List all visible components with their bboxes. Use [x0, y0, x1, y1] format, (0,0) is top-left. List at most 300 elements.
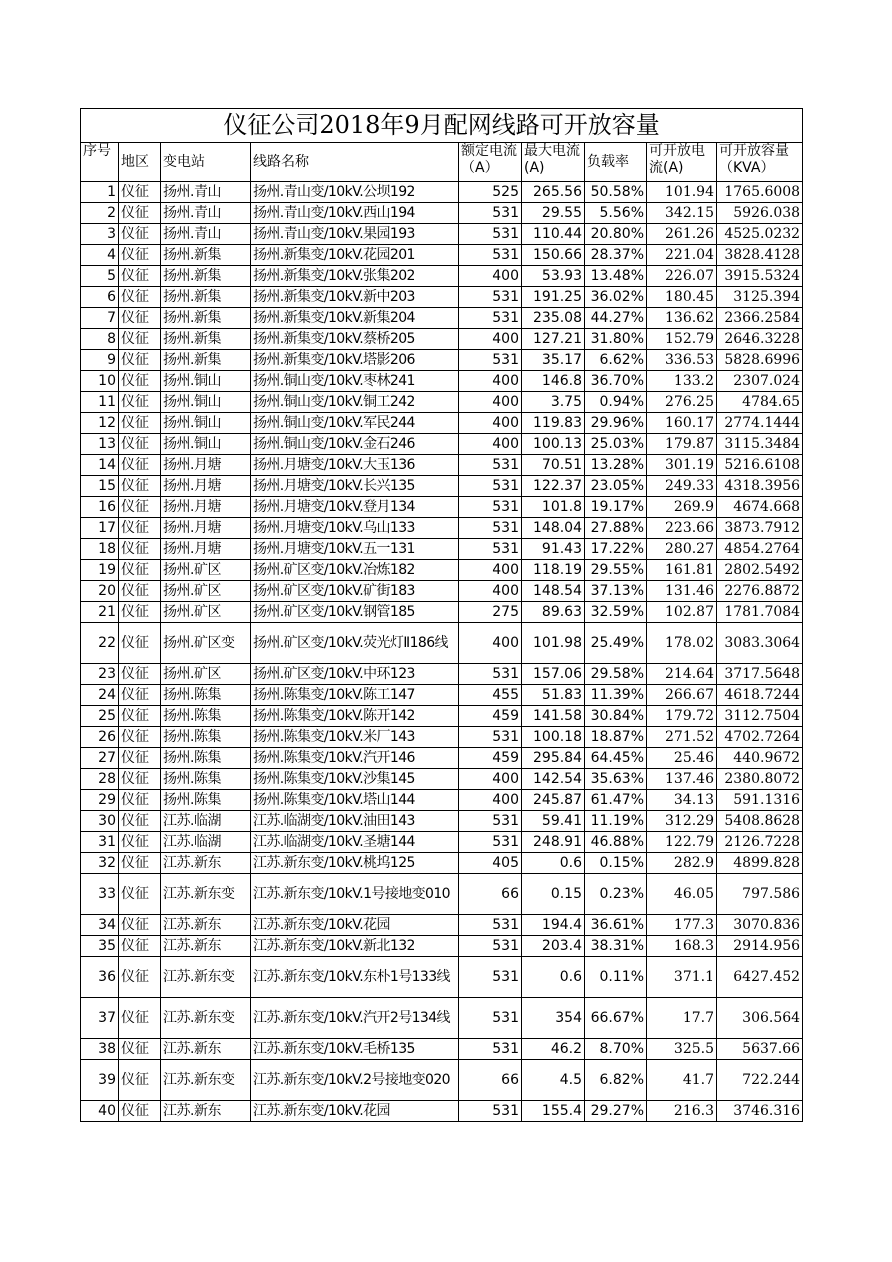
cell-open-capacity: 3112.7504 — [717, 706, 803, 727]
cell-rated-current: 455 — [459, 685, 522, 706]
cell-rated-current: 400 — [459, 266, 522, 287]
cell-open-capacity: 4674.668 — [717, 497, 803, 518]
cell-open-capacity: 2366.2584 — [717, 308, 803, 329]
table-row — [81, 853, 803, 874]
table-row — [81, 915, 803, 936]
cell-region: 仪征 — [119, 602, 161, 623]
cell-index: 33 — [81, 874, 119, 915]
cell-line-name: 江苏.新东变/10kV.新北132 — [251, 936, 459, 957]
cell-max-current: 245.87 — [522, 790, 585, 811]
table-row — [81, 434, 803, 455]
cell-line-name: 扬州.青山变/10kV.西山194 — [251, 203, 459, 224]
cell-load-rate: 19.17% — [585, 497, 647, 518]
table-row — [81, 1039, 803, 1060]
cell-load-rate: 50.58% — [585, 182, 647, 203]
cell-region: 仪征 — [119, 434, 161, 455]
cell-max-current: 148.54 — [522, 581, 585, 602]
cell-rated-current: 531 — [459, 915, 522, 936]
cell-index: 26 — [81, 727, 119, 748]
table-row — [81, 455, 803, 476]
cell-line-name: 江苏.新东变/10kV.毛桥135 — [251, 1039, 459, 1060]
cell-max-current: 35.17 — [522, 350, 585, 371]
cell-line-name: 江苏.临湖变/10kV.圣塘144 — [251, 832, 459, 853]
cell-rated-current: 531 — [459, 518, 522, 539]
page-title: 仪征公司2018年9月配网线路可开放容量 — [81, 109, 803, 143]
table-row — [81, 664, 803, 685]
cell-substation: 扬州.月塘 — [161, 476, 251, 497]
cell-region: 仪征 — [119, 874, 161, 915]
cell-max-current: 248.91 — [522, 832, 585, 853]
cell-substation: 江苏.新东变 — [161, 1060, 251, 1101]
cell-line-name: 扬州.新集变/10kV.新集204 — [251, 308, 459, 329]
cell-load-rate: 25.03% — [585, 434, 647, 455]
cell-index: 22 — [81, 623, 119, 664]
cell-open-current: 336.53 — [647, 350, 717, 371]
table-row — [81, 811, 803, 832]
cell-open-current: 276.25 — [647, 392, 717, 413]
cell-open-current: 371.1 — [647, 957, 717, 998]
cell-open-capacity: 2646.3228 — [717, 329, 803, 350]
table-row — [81, 623, 803, 664]
cell-max-current: 142.54 — [522, 769, 585, 790]
cell-max-current: 0.15 — [522, 874, 585, 915]
cell-load-rate: 29.96% — [585, 413, 647, 434]
cell-region: 仪征 — [119, 957, 161, 998]
cell-substation: 扬州.铜山 — [161, 413, 251, 434]
cell-max-current: 101.98 — [522, 623, 585, 664]
cell-region: 仪征 — [119, 203, 161, 224]
cell-index: 21 — [81, 602, 119, 623]
cell-region: 仪征 — [119, 497, 161, 518]
cell-region: 仪征 — [119, 769, 161, 790]
cell-open-current: 133.2 — [647, 371, 717, 392]
cell-index: 1 — [81, 182, 119, 203]
cell-substation: 扬州.矿区变 — [161, 623, 251, 664]
cell-index: 38 — [81, 1039, 119, 1060]
cell-rated-current: 66 — [459, 874, 522, 915]
table-row — [81, 539, 803, 560]
cell-substation: 江苏.新东 — [161, 1101, 251, 1122]
title-row — [81, 109, 803, 143]
cell-max-current: 0.6 — [522, 957, 585, 998]
cell-open-current: 34.13 — [647, 790, 717, 811]
cell-substation: 扬州.矿区 — [161, 602, 251, 623]
cell-max-current: 29.55 — [522, 203, 585, 224]
cell-substation: 扬州.青山 — [161, 182, 251, 203]
cell-load-rate: 30.84% — [585, 706, 647, 727]
cell-substation: 扬州.新集 — [161, 245, 251, 266]
cell-open-current: 122.79 — [647, 832, 717, 853]
cell-index: 40 — [81, 1101, 119, 1122]
cell-open-capacity: 3070.836 — [717, 915, 803, 936]
cell-line-name: 扬州.铜山变/10kV.金石246 — [251, 434, 459, 455]
cell-max-current: 100.13 — [522, 434, 585, 455]
cell-open-current: 178.02 — [647, 623, 717, 664]
cell-open-current: 25.46 — [647, 748, 717, 769]
header-open-capacity: 可开放容量（KVA） — [717, 143, 803, 182]
cell-max-current: 203.4 — [522, 936, 585, 957]
cell-open-capacity: 4784.65 — [717, 392, 803, 413]
cell-open-capacity: 5926.038 — [717, 203, 803, 224]
cell-substation: 扬州.月塘 — [161, 518, 251, 539]
cell-region: 仪征 — [119, 1039, 161, 1060]
cell-line-name: 扬州.新集变/10kV.蔡桥205 — [251, 329, 459, 350]
cell-line-name: 扬州.新集变/10kV.张集202 — [251, 266, 459, 287]
cell-max-current: 295.84 — [522, 748, 585, 769]
table-row — [81, 287, 803, 308]
table-row — [81, 266, 803, 287]
cell-open-capacity: 1781.7084 — [717, 602, 803, 623]
cell-open-capacity: 2802.5492 — [717, 560, 803, 581]
cell-line-name: 扬州.陈集变/10kV.米厂143 — [251, 727, 459, 748]
cell-open-current: 280.27 — [647, 539, 717, 560]
cell-load-rate: 0.15% — [585, 853, 647, 874]
cell-index: 3 — [81, 224, 119, 245]
header-row — [81, 143, 803, 182]
cell-max-current: 0.6 — [522, 853, 585, 874]
cell-substation: 扬州.陈集 — [161, 706, 251, 727]
cell-open-capacity: 3083.3064 — [717, 623, 803, 664]
table-row — [81, 998, 803, 1039]
cell-substation: 扬州.新集 — [161, 308, 251, 329]
cell-index: 37 — [81, 998, 119, 1039]
cell-open-current: 101.94 — [647, 182, 717, 203]
table-row — [81, 350, 803, 371]
cell-rated-current: 400 — [459, 623, 522, 664]
cell-substation: 扬州.铜山 — [161, 371, 251, 392]
cell-load-rate: 44.27% — [585, 308, 647, 329]
cell-index: 24 — [81, 685, 119, 706]
cell-index: 19 — [81, 560, 119, 581]
cell-substation: 扬州.新集 — [161, 287, 251, 308]
cell-load-rate: 13.48% — [585, 266, 647, 287]
cell-index: 30 — [81, 811, 119, 832]
cell-open-capacity: 6427.452 — [717, 957, 803, 998]
cell-rated-current: 531 — [459, 476, 522, 497]
cell-load-rate: 32.59% — [585, 602, 647, 623]
cell-open-capacity: 722.244 — [717, 1060, 803, 1101]
cell-rated-current: 400 — [459, 790, 522, 811]
cell-substation: 扬州.矿区 — [161, 664, 251, 685]
cell-region: 仪征 — [119, 706, 161, 727]
cell-open-capacity: 3115.3484 — [717, 434, 803, 455]
cell-rated-current: 531 — [459, 287, 522, 308]
cell-rated-current: 531 — [459, 308, 522, 329]
cell-open-capacity: 3717.5648 — [717, 664, 803, 685]
cell-rated-current: 525 — [459, 182, 522, 203]
cell-substation: 扬州.陈集 — [161, 748, 251, 769]
cell-open-current: 180.45 — [647, 287, 717, 308]
cell-substation: 扬州.新集 — [161, 350, 251, 371]
cell-open-current: 266.67 — [647, 685, 717, 706]
cell-index: 11 — [81, 392, 119, 413]
cell-load-rate: 31.80% — [585, 329, 647, 350]
cell-load-rate: 13.28% — [585, 455, 647, 476]
cell-open-current: 269.9 — [647, 497, 717, 518]
cell-open-capacity: 4854.2764 — [717, 539, 803, 560]
cell-line-name: 扬州.矿区变/10kV.荧光灯Ⅱ186线 — [251, 623, 459, 664]
cell-substation: 扬州.月塘 — [161, 539, 251, 560]
cell-open-current: 214.64 — [647, 664, 717, 685]
cell-line-name: 扬州.月塘变/10kV.登月134 — [251, 497, 459, 518]
cell-load-rate: 36.70% — [585, 371, 647, 392]
cell-load-rate: 25.49% — [585, 623, 647, 664]
cell-open-current: 312.29 — [647, 811, 717, 832]
cell-line-name: 江苏.新东变/10kV.花园 — [251, 915, 459, 936]
cell-open-capacity: 2276.8872 — [717, 581, 803, 602]
cell-rated-current: 400 — [459, 434, 522, 455]
cell-index: 12 — [81, 413, 119, 434]
cell-max-current: 70.51 — [522, 455, 585, 476]
cell-open-current: 249.33 — [647, 476, 717, 497]
header-region: 地区 — [119, 143, 161, 182]
cell-region: 仪征 — [119, 455, 161, 476]
cell-rated-current: 400 — [459, 581, 522, 602]
cell-load-rate: 36.61% — [585, 915, 647, 936]
cell-max-current: 89.63 — [522, 602, 585, 623]
cell-index: 20 — [81, 581, 119, 602]
cell-rated-current: 531 — [459, 727, 522, 748]
cell-load-rate: 36.02% — [585, 287, 647, 308]
header-substation: 变电站 — [161, 143, 251, 182]
cell-line-name: 江苏.新东变/10kV.桃坞125 — [251, 853, 459, 874]
cell-open-capacity: 2307.024 — [717, 371, 803, 392]
cell-max-current: 53.93 — [522, 266, 585, 287]
cell-max-current: 141.58 — [522, 706, 585, 727]
cell-open-capacity: 2380.8072 — [717, 769, 803, 790]
cell-open-current: 177.3 — [647, 915, 717, 936]
cell-open-current: 226.07 — [647, 266, 717, 287]
cell-open-capacity: 306.564 — [717, 998, 803, 1039]
cell-load-rate: 0.94% — [585, 392, 647, 413]
cell-index: 27 — [81, 748, 119, 769]
cell-line-name: 江苏.新东变/10kV.东朴1号133线 — [251, 957, 459, 998]
cell-load-rate: 35.63% — [585, 769, 647, 790]
cell-rated-current: 531 — [459, 455, 522, 476]
cell-index: 36 — [81, 957, 119, 998]
cell-substation: 扬州.陈集 — [161, 685, 251, 706]
cell-region: 仪征 — [119, 998, 161, 1039]
cell-max-current: 46.2 — [522, 1039, 585, 1060]
cell-open-current: 41.7 — [647, 1060, 717, 1101]
cell-load-rate: 11.19% — [585, 811, 647, 832]
cell-rated-current: 531 — [459, 1101, 522, 1122]
cell-load-rate: 6.62% — [585, 350, 647, 371]
cell-max-current: 100.18 — [522, 727, 585, 748]
table-row — [81, 245, 803, 266]
cell-substation: 江苏.新东 — [161, 936, 251, 957]
cell-open-capacity: 591.1316 — [717, 790, 803, 811]
cell-substation: 扬州.青山 — [161, 224, 251, 245]
cell-index: 5 — [81, 266, 119, 287]
cell-open-capacity: 2126.7228 — [717, 832, 803, 853]
cell-region: 仪征 — [119, 476, 161, 497]
cell-region: 仪征 — [119, 853, 161, 874]
table-row — [81, 203, 803, 224]
cell-index: 7 — [81, 308, 119, 329]
cell-max-current: 101.8 — [522, 497, 585, 518]
cell-line-name: 扬州.新集变/10kV.花园201 — [251, 245, 459, 266]
cell-index: 17 — [81, 518, 119, 539]
cell-substation: 江苏.新东变 — [161, 874, 251, 915]
cell-load-rate: 20.80% — [585, 224, 647, 245]
table-row — [81, 518, 803, 539]
cell-region: 仪征 — [119, 790, 161, 811]
cell-index: 14 — [81, 455, 119, 476]
cell-open-current: 342.15 — [647, 203, 717, 224]
cell-open-current: 161.81 — [647, 560, 717, 581]
table-row — [81, 497, 803, 518]
cell-line-name: 扬州.陈集变/10kV.汽开146 — [251, 748, 459, 769]
cell-region: 仪征 — [119, 518, 161, 539]
cell-open-capacity: 5216.6108 — [717, 455, 803, 476]
cell-max-current: 194.4 — [522, 915, 585, 936]
cell-rated-current: 400 — [459, 413, 522, 434]
cell-index: 18 — [81, 539, 119, 560]
cell-open-current: 136.62 — [647, 308, 717, 329]
cell-load-rate: 18.87% — [585, 727, 647, 748]
cell-open-capacity: 5637.66 — [717, 1039, 803, 1060]
table-row — [81, 476, 803, 497]
cell-open-current: 160.17 — [647, 413, 717, 434]
cell-max-current: 157.06 — [522, 664, 585, 685]
cell-open-current: 179.72 — [647, 706, 717, 727]
cell-max-current: 146.8 — [522, 371, 585, 392]
cell-substation: 扬州.月塘 — [161, 497, 251, 518]
cell-line-name: 扬州.矿区变/10kV.矿街183 — [251, 581, 459, 602]
cell-region: 仪征 — [119, 811, 161, 832]
cell-load-rate: 23.05% — [585, 476, 647, 497]
table-row — [81, 957, 803, 998]
table-row — [81, 706, 803, 727]
header-max-current: 最大电流(A) — [522, 143, 585, 182]
capacity-table — [80, 108, 803, 1122]
cell-region: 仪征 — [119, 350, 161, 371]
cell-rated-current: 400 — [459, 371, 522, 392]
cell-index: 16 — [81, 497, 119, 518]
cell-index: 9 — [81, 350, 119, 371]
cell-load-rate: 27.88% — [585, 518, 647, 539]
cell-line-name: 扬州.新集变/10kV.新中203 — [251, 287, 459, 308]
cell-max-current: 110.44 — [522, 224, 585, 245]
cell-max-current: 235.08 — [522, 308, 585, 329]
cell-index: 25 — [81, 706, 119, 727]
cell-open-current: 102.87 — [647, 602, 717, 623]
cell-load-rate: 0.11% — [585, 957, 647, 998]
cell-rated-current: 459 — [459, 706, 522, 727]
cell-region: 仪征 — [119, 266, 161, 287]
cell-max-current: 91.43 — [522, 539, 585, 560]
cell-open-current: 137.46 — [647, 769, 717, 790]
cell-max-current: 59.41 — [522, 811, 585, 832]
cell-substation: 扬州.青山 — [161, 203, 251, 224]
cell-load-rate: 37.13% — [585, 581, 647, 602]
cell-line-name: 扬州.矿区变/10kV.冶炼182 — [251, 560, 459, 581]
cell-max-current: 155.4 — [522, 1101, 585, 1122]
cell-index: 10 — [81, 371, 119, 392]
table-row — [81, 371, 803, 392]
cell-max-current: 354 — [522, 998, 585, 1039]
cell-line-name: 扬州.陈集变/10kV.塔山144 — [251, 790, 459, 811]
cell-max-current: 265.56 — [522, 182, 585, 203]
cell-substation: 江苏.新东 — [161, 1039, 251, 1060]
cell-rated-current: 400 — [459, 392, 522, 413]
cell-load-rate: 8.70% — [585, 1039, 647, 1060]
cell-region: 仪征 — [119, 915, 161, 936]
cell-substation: 扬州.铜山 — [161, 392, 251, 413]
cell-load-rate: 61.47% — [585, 790, 647, 811]
cell-open-capacity: 3915.5324 — [717, 266, 803, 287]
cell-rated-current: 531 — [459, 497, 522, 518]
cell-line-name: 扬州.月塘变/10kV.长兴135 — [251, 476, 459, 497]
cell-region: 仪征 — [119, 623, 161, 664]
cell-line-name: 扬州.青山变/10kV.公坝192 — [251, 182, 459, 203]
cell-substation: 江苏.新东 — [161, 915, 251, 936]
cell-index: 34 — [81, 915, 119, 936]
table-row — [81, 832, 803, 853]
cell-substation: 扬州.陈集 — [161, 769, 251, 790]
cell-open-current: 179.87 — [647, 434, 717, 455]
table-row — [81, 790, 803, 811]
cell-open-capacity: 440.9672 — [717, 748, 803, 769]
cell-max-current: 127.21 — [522, 329, 585, 350]
cell-line-name: 扬州.铜山变/10kV.铜工242 — [251, 392, 459, 413]
table-row — [81, 329, 803, 350]
cell-load-rate: 6.82% — [585, 1060, 647, 1101]
cell-line-name: 扬州.矿区变/10kV.钢管185 — [251, 602, 459, 623]
cell-substation: 扬州.铜山 — [161, 434, 251, 455]
cell-open-current: 46.05 — [647, 874, 717, 915]
table-row — [81, 936, 803, 957]
cell-open-current: 152.79 — [647, 329, 717, 350]
cell-line-name: 扬州.铜山变/10kV.枣林241 — [251, 371, 459, 392]
table-row — [81, 874, 803, 915]
cell-rated-current: 459 — [459, 748, 522, 769]
cell-rated-current: 531 — [459, 203, 522, 224]
table-row — [81, 308, 803, 329]
cell-max-current: 3.75 — [522, 392, 585, 413]
cell-region: 仪征 — [119, 581, 161, 602]
cell-open-capacity: 4702.7264 — [717, 727, 803, 748]
cell-line-name: 扬州.月塘变/10kV.五一131 — [251, 539, 459, 560]
cell-open-capacity: 3125.394 — [717, 287, 803, 308]
cell-rated-current: 531 — [459, 1039, 522, 1060]
cell-index: 29 — [81, 790, 119, 811]
cell-substation: 江苏.新东变 — [161, 957, 251, 998]
cell-substation: 江苏.临湖 — [161, 832, 251, 853]
header-rated-current: 额定电流（A） — [459, 143, 522, 182]
cell-rated-current: 400 — [459, 769, 522, 790]
cell-max-current: 148.04 — [522, 518, 585, 539]
cell-open-capacity: 3873.7912 — [717, 518, 803, 539]
cell-open-current: 17.7 — [647, 998, 717, 1039]
cell-region: 仪征 — [119, 664, 161, 685]
cell-rated-current: 400 — [459, 329, 522, 350]
cell-region: 仪征 — [119, 832, 161, 853]
cell-line-name: 扬州.陈集变/10kV.陈开142 — [251, 706, 459, 727]
cell-line-name: 江苏.新东变/10kV.花园 — [251, 1101, 459, 1122]
cell-region: 仪征 — [119, 413, 161, 434]
cell-open-capacity: 1765.6008 — [717, 182, 803, 203]
cell-substation: 扬州.新集 — [161, 329, 251, 350]
cell-region: 仪征 — [119, 1060, 161, 1101]
cell-index: 15 — [81, 476, 119, 497]
cell-open-current: 216.3 — [647, 1101, 717, 1122]
cell-open-capacity: 797.586 — [717, 874, 803, 915]
cell-region: 仪征 — [119, 371, 161, 392]
cell-index: 8 — [81, 329, 119, 350]
cell-open-capacity: 4318.3956 — [717, 476, 803, 497]
